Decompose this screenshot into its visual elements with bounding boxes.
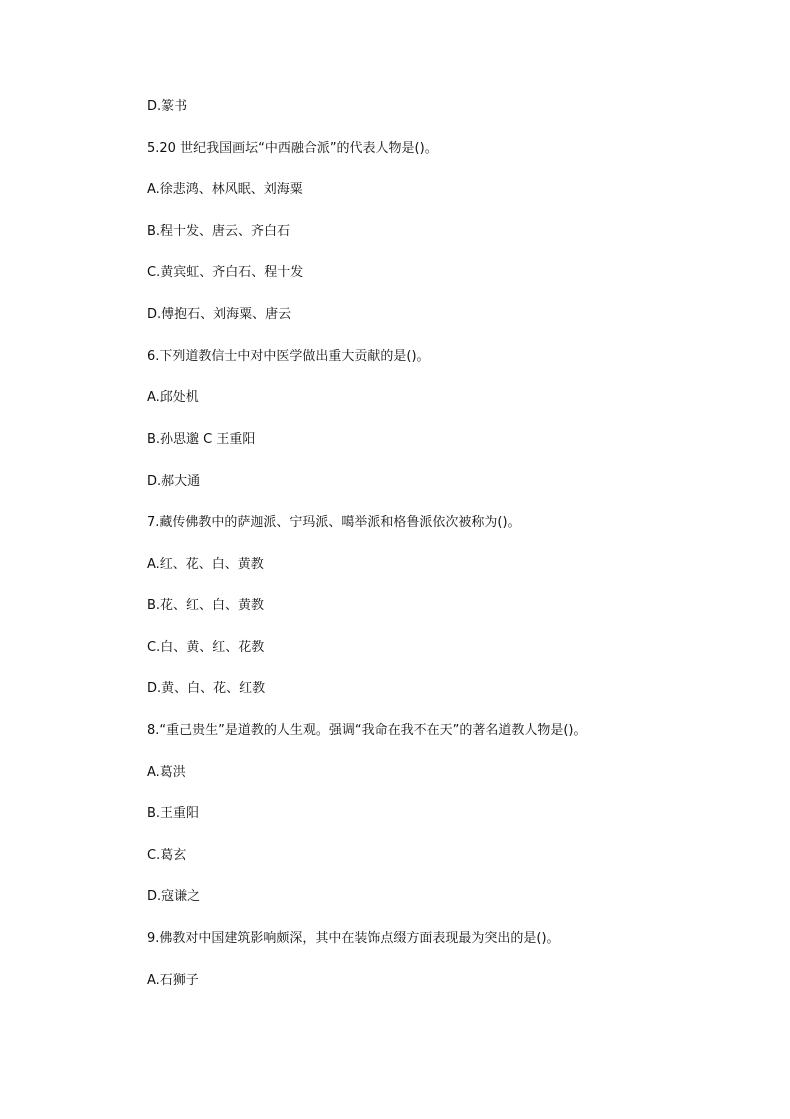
option-6a: A.邱处机 <box>147 390 199 405</box>
question-5: 5.20 世纪我国画坛“中西融合派”的代表人物是()。 <box>147 141 438 156</box>
option-4d: D.篆书 <box>147 99 188 114</box>
option-6bc: B.孙思邈 C 王重阳 <box>147 432 256 447</box>
option-7d: D.黄、白、花、红教 <box>147 681 266 696</box>
option-7c: C.白、黄、红、花教 <box>147 640 265 655</box>
option-5a: A.徐悲鸿、林风眠、刘海粟 <box>147 182 303 197</box>
option-8c: C.葛玄 <box>147 848 187 863</box>
option-7a: A.红、花、白、黄教 <box>147 557 264 572</box>
question-6: 6.下列道教信士中对中医学做出重大贡献的是()。 <box>147 349 430 364</box>
option-8d: D.寇谦之 <box>147 889 201 904</box>
option-6d: D.郝大通 <box>147 474 201 489</box>
option-7b: B.花、红、白、黄教 <box>147 598 265 613</box>
option-5b: B.程十发、唐云、齐白石 <box>147 224 291 239</box>
question-8: 8.“重己贵生”是道教的人生观。强调“我命在我不在天”的著名道教人物是()。 <box>147 723 587 738</box>
option-8a: A.葛洪 <box>147 765 186 780</box>
question-9: 9.佛教对中国建筑影响颇深，其中在装饰点缀方面表现最为突出的是()。 <box>147 931 560 946</box>
question-7: 7.藏传佛教中的萨迦派、宁玛派、噶举派和格鲁派依次被称为()。 <box>147 515 521 530</box>
option-8b: B.王重阳 <box>147 806 200 821</box>
option-5c: C.黄宾虹、齐白石、程十发 <box>147 265 304 280</box>
option-9a: A.石狮子 <box>147 973 199 988</box>
option-5d: D.傅抱石、刘海粟、唐云 <box>147 307 292 322</box>
